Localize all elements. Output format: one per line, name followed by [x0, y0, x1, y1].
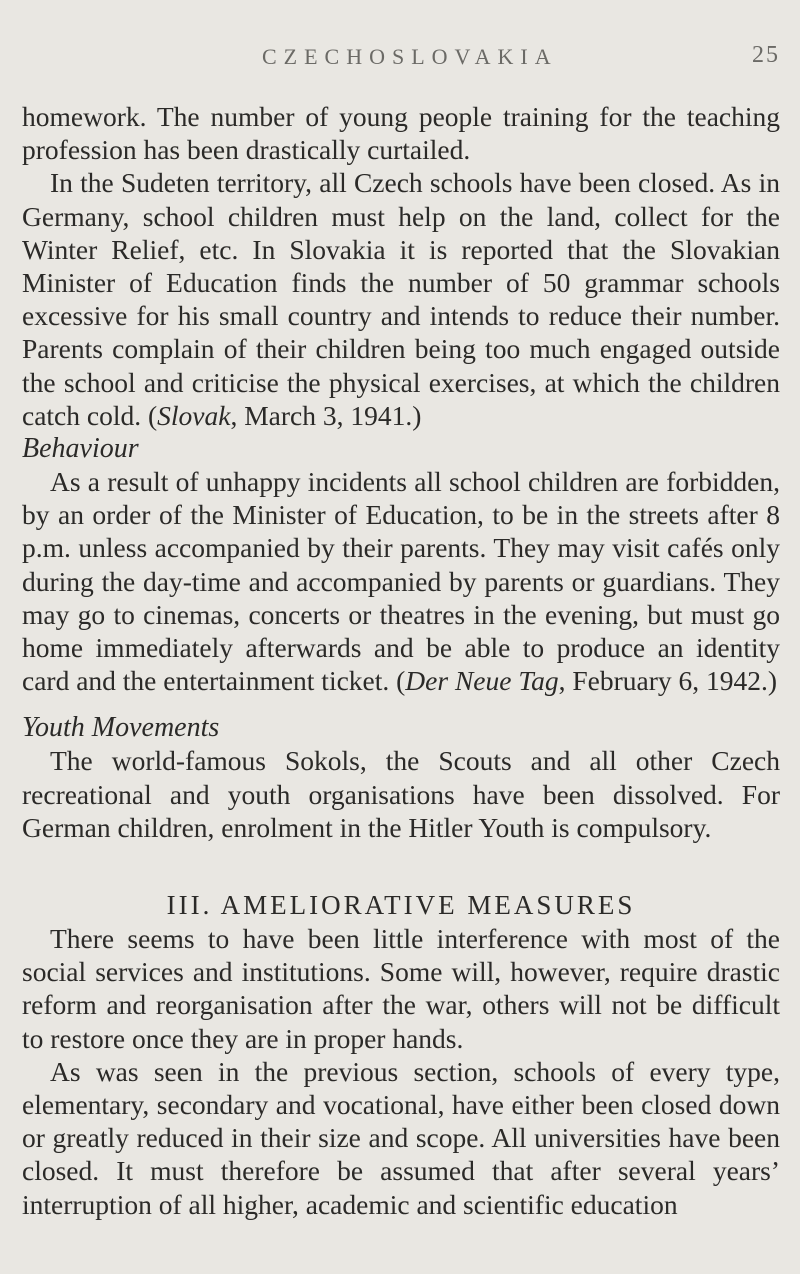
paragraph-schools: As was seen in the previous section, schools of every type, elementary, secondary and vocational, have either been closed down or greatly reduced in their size and scope. All universities have been closed. It must therefore be assumed that after several years’ interruption of all higher, academic and scientific education: [22, 1055, 780, 1220]
paragraph-social-services: There seems to have been little interference with most of the social services and institutions. Some will, however, require drastic reform and reorganisation after the war, others will not be difficult to restore once they are in proper hands.: [22, 923, 780, 1054]
running-head: CZECHOSLOVAKIA: [262, 44, 558, 69]
source-slovak: Slovak: [157, 399, 231, 431]
paragraph-sudeten-citation: , March 3, 1941.): [230, 399, 422, 431]
page-body: [22, 100, 780, 1221]
paragraph-homework: homework. The number of young people training for the teaching profession has been drastically curtailed.: [22, 101, 780, 166]
page-number: 25: [752, 42, 780, 68]
source-der-neue-tag: Der Neue Tag: [405, 665, 559, 697]
paragraph-sudeten: [22, 166, 780, 432]
heading-behaviour: Behaviour: [22, 433, 139, 465]
heading-youth-movements: Youth Movements: [22, 712, 220, 744]
paragraph-behaviour-text: As a result of unhappy incidents all school children are forbidden, by an order of the Minister of Education, to be in the streets after 8 p.m. unless accompanied by their parents. They may visit cafés only during the day-time and accompanied by parents or guardians. They may go to cinemas, concerts or theatres in the evening, but must go home immediately afterwards and be able to produce an identity card and the entertainment ticket. (: [22, 466, 780, 697]
spacer: [22, 697, 780, 711]
section-title: III. AMELIORATIVE MEASURES: [166, 890, 636, 921]
paragraph-sudeten-text: In the Sudeten territory, all Czech schools have been closed. As in Germany, school children must help on the land, collect for the Winter Relief, etc. In Slovakia it is reported that the Slovakian Minister of Education finds the number of 50 grammar schools excessive for his small country and intends to reduce their number. Parents complain of their children being too much engaged outside the school and criticise the physical exercises, at which the children catch cold. (: [22, 167, 780, 431]
paragraph-behaviour-citation: , February 6, 1942.): [558, 665, 778, 697]
paragraph-behaviour: [22, 465, 780, 697]
paragraph-youth-movements: The world-famous Sokols, the Scouts and all other Czech recreational and youth organisations have been dissolved. For German children, enrolment in the Hitler Youth is compulsory.: [22, 745, 780, 843]
